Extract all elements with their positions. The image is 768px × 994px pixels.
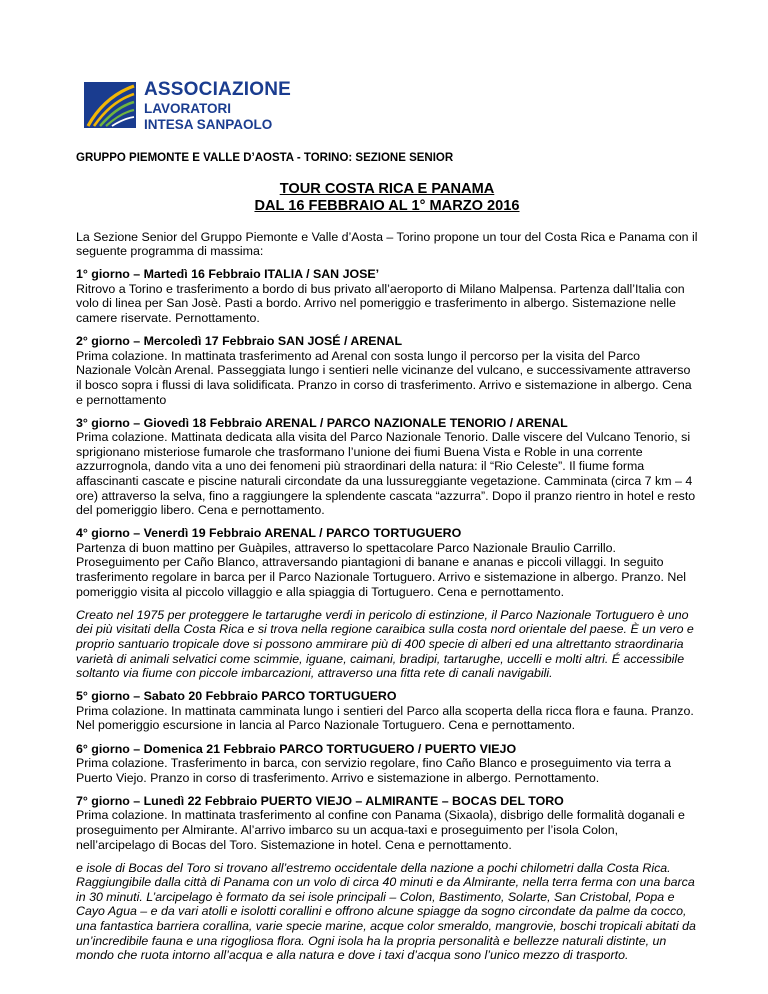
day-7 bbox=[76, 794, 698, 852]
day-1 bbox=[76, 267, 698, 325]
intro-paragraph: La Sezione Senior del Gruppo Piemonte e Valle d’Aosta – Torino propone un tour del Costa Rica e Panama con il seguente programma di massima: bbox=[76, 229, 698, 259]
day-6-text: Prima colazione. Trasferimento in barca, con servizio regolare, fino Caño Blanco e proseguimento via terra a Puerto Viejo. Pranzo in corso di trasferimento. Arrivo e sistemazione in albergo. Pernottamento. bbox=[76, 756, 672, 785]
association-logo bbox=[84, 80, 314, 132]
tour-title-line-1: TOUR COSTA RICA E PANAMA bbox=[279, 180, 495, 197]
tour-title-line-2: DAL 16 FEBBRAIO AL 1° MARZO 2016 bbox=[254, 197, 520, 214]
bocas-note: e isole di Bocas del Toro si trovano all’estremo occidentale della nazione a pochi chilometri dalla Costa Rica. Raggiungibile dalla città di Panama con un volo di circa 40 minuti e da Almirante, nella terra ferma con una barca in 30 minuti. L’arcipelago è formato da sei isole principali – Colon, Bastimento, Solarte, San Cristobal, Popa e Cayo Agua – e da vari atolli e isolotti corallini e offrono alcune spiagge da sogno circondate da palme da cocco, una fantastica barriera corallina, varie specie marine, acque color smeraldo, mangrovie, boschi tropicali abitati da un’incredibile fauna e una rigogliosa flora. Ogni isola ha la propria personalità e bellezze naturali distinte, un mondo che ruota intorno all’acqua e alla natura e dove i taxi d’acqua sono l’unico mezzo di trasporto. bbox=[76, 860, 696, 963]
day-4-text: Partenza di buon mattino per Guàpiles, attraverso lo spettacolare Parco Nazionale Braulio Carrillo. Proseguimento per Caño Blanco, attraversando piantagioni di banane e ananas e piccoli villaggi. In seguito trasferimento regolare in barca per il Parco Nazionale Tortuguero. Arrivo e sistemazione in albergo. Pranzo. Nel pomeriggio visita al piccolo villaggio e alla spiaggia di Tortuguero. Cena e pernottamento. bbox=[76, 540, 686, 599]
day-3-title: 3° giorno – Giovedì 18 Febbraio ARENAL / PARCO NAZIONALE TENORIO / ARENAL bbox=[76, 415, 568, 430]
group-header: GRUPPO PIEMONTE E VALLE D’AOSTA - TORINO: SEZIONE SENIOR bbox=[76, 152, 454, 164]
day-6 bbox=[76, 742, 698, 786]
day-1-title: 1° giorno – Martedì 16 Febbraio ITALIA / SAN JOSE’ bbox=[76, 267, 380, 282]
day-2 bbox=[76, 334, 698, 407]
day-1-text: Ritrovo a Torino e trasferimento a bordo di bus privato all’aeroporto di Milano Malpensa. Partenza dall’Italia con volo di linea per San Josè. Pasti a bordo. Arrivo nel pomeriggio e trasferimento in albergo. Sistemazione nelle camere riservate. Pernottamento. bbox=[76, 281, 685, 326]
day-2-text: Prima colazione. In mattinata trasferimento ad Arenal con sosta lungo il percorso per la visita del Parco Nazionale Volcàn Arenal. Passeggiata lungo i sentieri nelle vicinanze del vulcano, e successivamente attraverso il bosco sopra i flussi di lava solidificata. Pranzo in corso di trasferimento. Arrivo e sistemazione in albergo. Cena e pernottamento bbox=[76, 348, 692, 407]
logo-text bbox=[144, 80, 314, 133]
tortuguero-note: Creato nel 1975 per proteggere le tartarughe verdi in pericolo di estinzione, il Parco Nazionale Tortuguero è uno dei più visitati della Costa Rica e si trova nella regione caraibica sulla costa nord orientale del paese. È un vero e proprio santuario tropicale dove si possono ammirare più di 400 specie di alberi ed una altrettanto straordinaria varietà di animali selvatici come scimmie, iguane, caimani, bradipi, tartarughe, uccelli e molti altri. É accessibile soltanto via fiume con piccole imbarcazioni, attraverso una fitta rete di canali navigabili. bbox=[76, 607, 694, 681]
day-7-title: 7° giorno – Lunedì 22 Febbraio PUERTO VIEJO – ALMIRANTE – BOCAS DEL TORO bbox=[76, 793, 564, 808]
day-5 bbox=[76, 689, 698, 733]
day-3-text: Prima colazione. Mattinata dedicata alla visita del Parco Nazionale Tenorio. Dalle viscere del Vulcano Tenorio, si sprigionano misteriose fumarole che trasformano l’unione dei fiumi Buena Vista e Roble in una corrente azzurrognola, dando vita a uno dei fenomeni più straordinari della natura: il “Rio Celeste”. Il fiume forma affascinanti cascate e piscine naturali circondate da una lussureggiante vegetazione. Camminata (circa 7 km – 4 ore) attraverso la selva, fino a raggiungere la splendente cascata “azzurra”. Dopo il pranzo rientro in hotel e resto del pomeriggio libero. Cena e pernottamento. bbox=[76, 430, 696, 518]
document-content bbox=[76, 151, 698, 971]
logo-line-3: INTESA SANPAOLO bbox=[144, 116, 273, 132]
day-7-text: Prima colazione. In mattinata trasferimento al confine con Panama (Sixaola), disbrigo delle formalità doganali e proseguimento per Almirante. Al’arrivo imbarco su un acqua-taxi e proseguimento per l’isola Colon, nell’arcipelago di Bocas del Toro. Sistemazione in hotel. Cena e pernottamento. bbox=[76, 808, 685, 852]
day-5-title: 5° giorno – Sabato 20 Febbraio PARCO TORTUGUERO bbox=[76, 689, 397, 704]
logo-mark-icon bbox=[84, 82, 136, 128]
day-5-text: Prima colazione. In mattinata camminata lungo i sentieri del Parco alla scoperta della ricca flora e fauna. Pranzo. Nel pomeriggio escursione in lancia al Parco Nazionale Tortuguero. Cena e pernottamento. bbox=[76, 703, 694, 733]
logo-line-2: LAVORATORI bbox=[144, 101, 231, 116]
day-4-title: 4° giorno – Venerdì 19 Febbraio ARENAL / PARCO TORTUGUERO bbox=[76, 526, 462, 541]
tour-title bbox=[76, 181, 698, 215]
day-4 bbox=[76, 526, 698, 599]
day-6-title: 6° giorno – Domenica 21 Febbraio PARCO TORTUGUERO / PUERTO VIEJO bbox=[76, 741, 517, 756]
logo-line-1: ASSOCIAZIONE bbox=[144, 79, 292, 100]
day-3 bbox=[76, 416, 698, 518]
day-2-title: 2° giorno – Mercoledì 17 Febbraio SAN JOSÉ / ARENAL bbox=[76, 334, 403, 349]
